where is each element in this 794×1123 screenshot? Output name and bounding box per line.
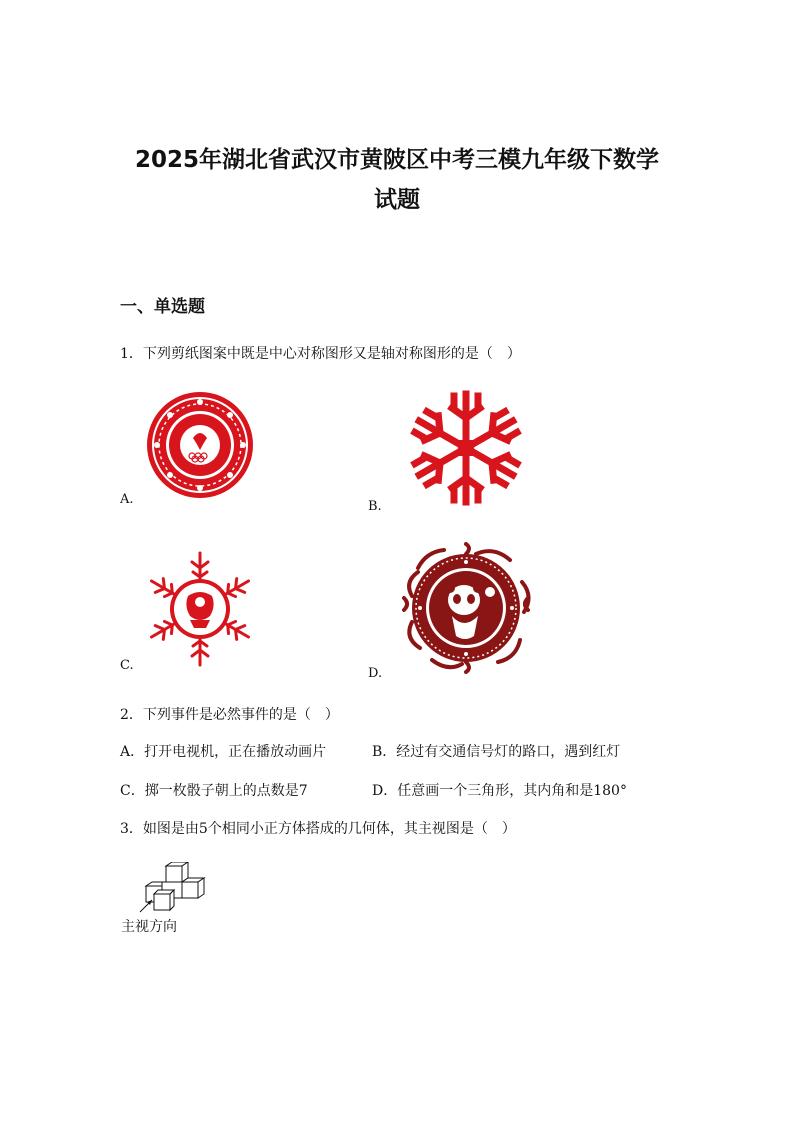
title-line-2: 试题 (374, 187, 420, 213)
option-d-papercut-image[interactable] (398, 542, 534, 674)
option-b-snowflake-image[interactable] (404, 388, 528, 508)
title-line-1: 2025年湖北省武汉市黄陂区中考三模九年级下数学 (134, 147, 659, 173)
option-a-papercut-image[interactable] (145, 390, 255, 500)
front-view-caption: 主视方向 (121, 919, 177, 935)
document-title (100, 140, 694, 220)
option-a-label: A. (120, 492, 134, 507)
option-c-label: C. (120, 658, 134, 673)
option-c-snowflake-circle-image[interactable] (148, 550, 252, 668)
question-2-options-row-1 (120, 741, 620, 761)
q2-option-a[interactable]: A．打开电视机，正在播放动画片 (120, 744, 327, 760)
option-b-label: B. (368, 499, 382, 514)
question-2-stem: 2．下列事件是必然事件的是（ ） (120, 707, 339, 723)
question-1-stem: 1．下列剪纸图案中既是中心对称图形又是轴对称图形的是（ ） (120, 346, 521, 362)
q2-option-d[interactable]: D．任意画一个三角形，其内角和是180° (372, 783, 627, 799)
question-3-stem: 3．如图是由5个相同小正方体搭成的几何体，其主视图是（ ） (120, 821, 516, 837)
q2-option-c[interactable]: C．掷一枚骰子朝上的点数是7 (120, 783, 308, 799)
question-2-options-row-2 (120, 780, 627, 800)
option-d-label: D. (368, 666, 383, 681)
section-heading: 一、单选题 (120, 297, 205, 317)
cube-stack-figure (136, 862, 212, 914)
q2-option-b[interactable]: B．经过有交通信号灯的路口，遇到红灯 (372, 744, 621, 760)
